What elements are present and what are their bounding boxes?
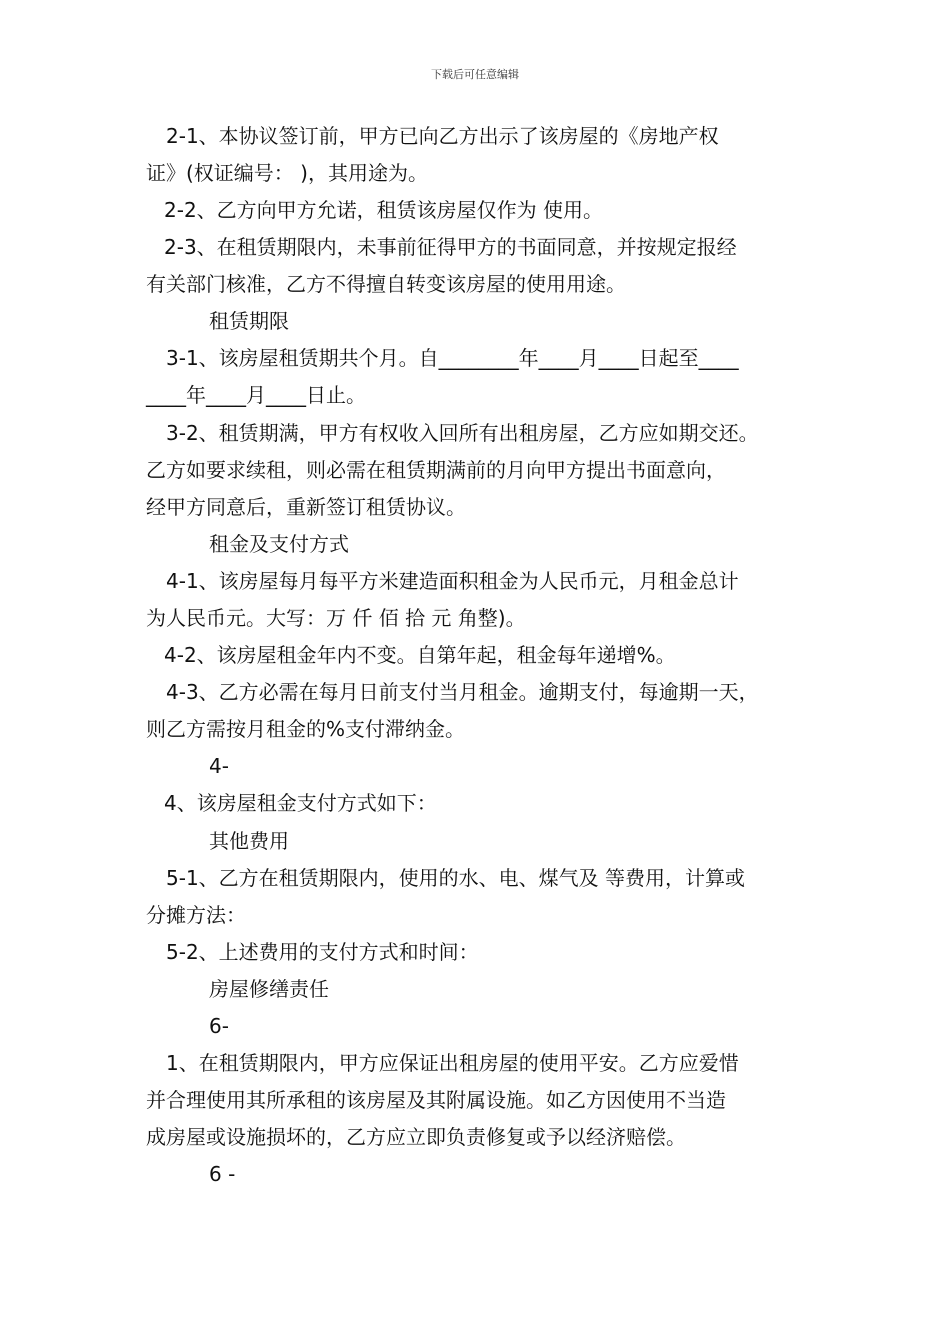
paragraph-line: 3-1、该房屋租赁期共个月。自________年____月____日起至____ bbox=[166, 346, 739, 370]
paragraph-line: 2-1、本协议签订前，甲方已向乙方出示了该房屋的《房地产权 bbox=[166, 124, 719, 148]
paragraph-line: 成房屋或设施损坏的，乙方应立即负责修复或予以经济赔偿。 bbox=[146, 1125, 686, 1149]
paragraph-line: 有关部门核准，乙方不得擅自转变该房屋的使用用途。 bbox=[146, 272, 626, 296]
paragraph-line: 4、该房屋租金支付方式如下： bbox=[164, 791, 437, 815]
header-note: 下载后可任意编辑 bbox=[431, 68, 519, 81]
paragraph-line: 分摊方法： bbox=[146, 903, 246, 927]
paragraph-line: 4-2、该房屋租金年内不变。自第年起，租金每年递增%。 bbox=[164, 643, 676, 667]
paragraph-line: 5-2、上述费用的支付方式和时间： bbox=[166, 940, 479, 964]
section-heading: 其他费用 bbox=[209, 829, 289, 853]
paragraph-line: 经甲方同意后，重新签订租赁协议。 bbox=[146, 495, 466, 519]
paragraph-line: 证》(权证编号： )，其用途为。 bbox=[146, 161, 428, 185]
clause-number: 4- bbox=[209, 754, 229, 778]
clause-number: 6 - bbox=[209, 1162, 236, 1186]
paragraph-line: 2-2、乙方向甲方允诺，租赁该房屋仅作为 使用。 bbox=[164, 198, 604, 222]
clause-number: 6- bbox=[209, 1014, 229, 1038]
paragraph-line: ____年____月____日止。 bbox=[146, 383, 366, 407]
paragraph-line: 5-1、乙方在租赁期限内，使用的水、电、煤气及 等费用，计算或 bbox=[166, 866, 746, 890]
section-heading: 租赁期限 bbox=[209, 309, 289, 333]
paragraph-line: 则乙方需按月租金的%支付滞纳金。 bbox=[146, 717, 466, 741]
paragraph-line: 并合理使用其所承租的该房屋及其附属设施。如乙方因使用不当造 bbox=[146, 1088, 726, 1112]
paragraph-line: 3-2、租赁期满，甲方有权收入回所有出租房屋，乙方应如期交还。 bbox=[166, 421, 759, 445]
section-heading: 房屋修缮责任 bbox=[209, 977, 329, 1001]
paragraph-line: 4-1、该房屋每月每平方米建造面积租金为人民币元，月租金总计 bbox=[166, 569, 739, 593]
paragraph-line: 为人民币元。大写：万 仟 佰 拾 元 角整)。 bbox=[146, 606, 526, 630]
paragraph-line: 乙方如要求续租，则必需在租赁期满前的月向甲方提出书面意向， bbox=[146, 458, 726, 482]
paragraph-line: 1、在租赁期限内，甲方应保证出租房屋的使用平安。乙方应爱惜 bbox=[166, 1051, 739, 1075]
paragraph-line: 2-3、在租赁期限内，未事前征得甲方的书面同意，并按规定报经 bbox=[164, 235, 737, 259]
paragraph-line: 4-3、乙方必需在每月日前支付当月租金。逾期支付，每逾期一天， bbox=[166, 680, 759, 704]
section-heading: 租金及支付方式 bbox=[209, 532, 349, 556]
